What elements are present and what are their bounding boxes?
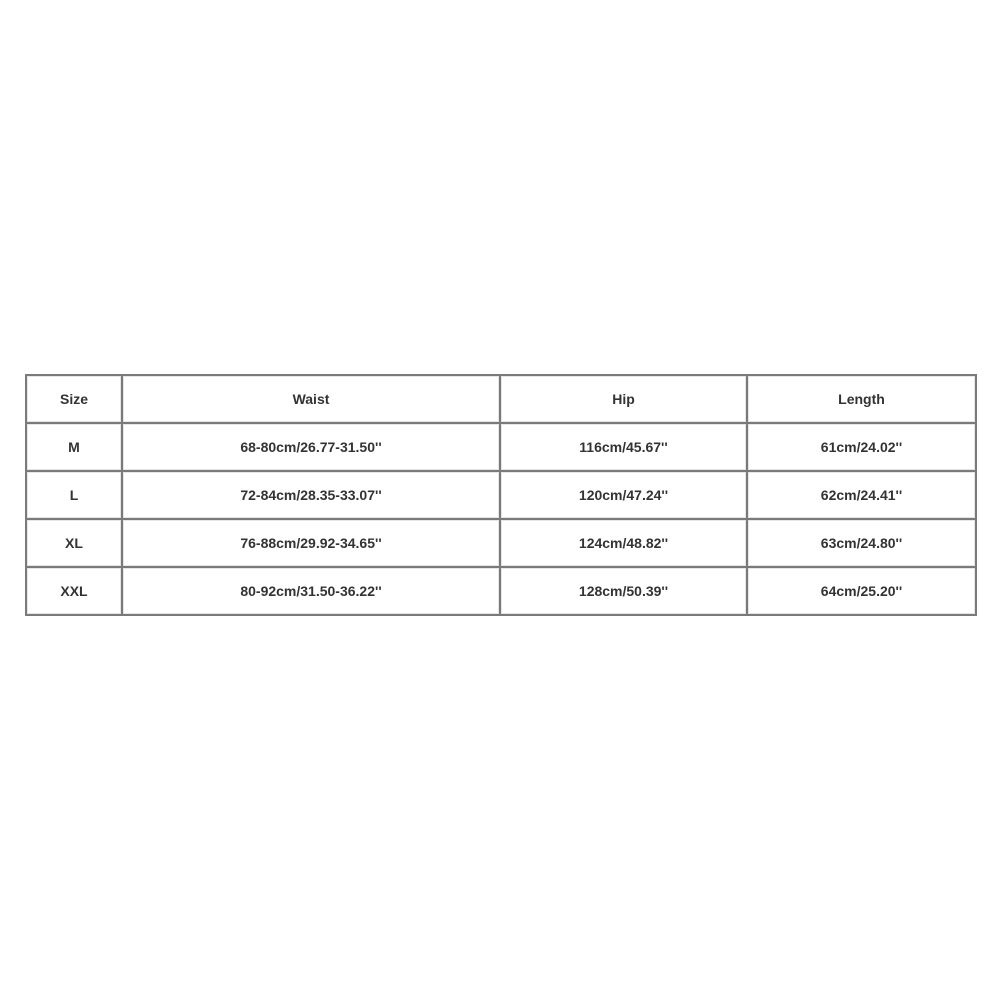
cell-waist: 68-80cm/26.77-31.50'' xyxy=(122,423,500,471)
cell-length: 64cm/25.20'' xyxy=(747,567,976,615)
cell-waist: 80-92cm/31.50-36.22'' xyxy=(122,567,500,615)
cell-length: 62cm/24.41'' xyxy=(747,471,976,519)
table-row xyxy=(26,567,976,615)
header-size: Size xyxy=(26,375,122,423)
header-hip: Hip xyxy=(500,375,747,423)
cell-hip: 120cm/47.24'' xyxy=(500,471,747,519)
cell-size: XXL xyxy=(26,567,122,615)
table-row xyxy=(26,471,976,519)
header-length: Length xyxy=(747,375,976,423)
size-chart-table xyxy=(25,374,977,616)
cell-length: 63cm/24.80'' xyxy=(747,519,976,567)
table-row xyxy=(26,519,976,567)
cell-waist: 72-84cm/28.35-33.07'' xyxy=(122,471,500,519)
cell-waist: 76-88cm/29.92-34.65'' xyxy=(122,519,500,567)
header-waist: Waist xyxy=(122,375,500,423)
cell-length: 61cm/24.02'' xyxy=(747,423,976,471)
cell-hip: 116cm/45.67'' xyxy=(500,423,747,471)
cell-hip: 124cm/48.82'' xyxy=(500,519,747,567)
cell-size: M xyxy=(26,423,122,471)
table-row xyxy=(26,423,976,471)
cell-size: XL xyxy=(26,519,122,567)
cell-hip: 128cm/50.39'' xyxy=(500,567,747,615)
table-header-row xyxy=(26,375,976,423)
cell-size: L xyxy=(26,471,122,519)
